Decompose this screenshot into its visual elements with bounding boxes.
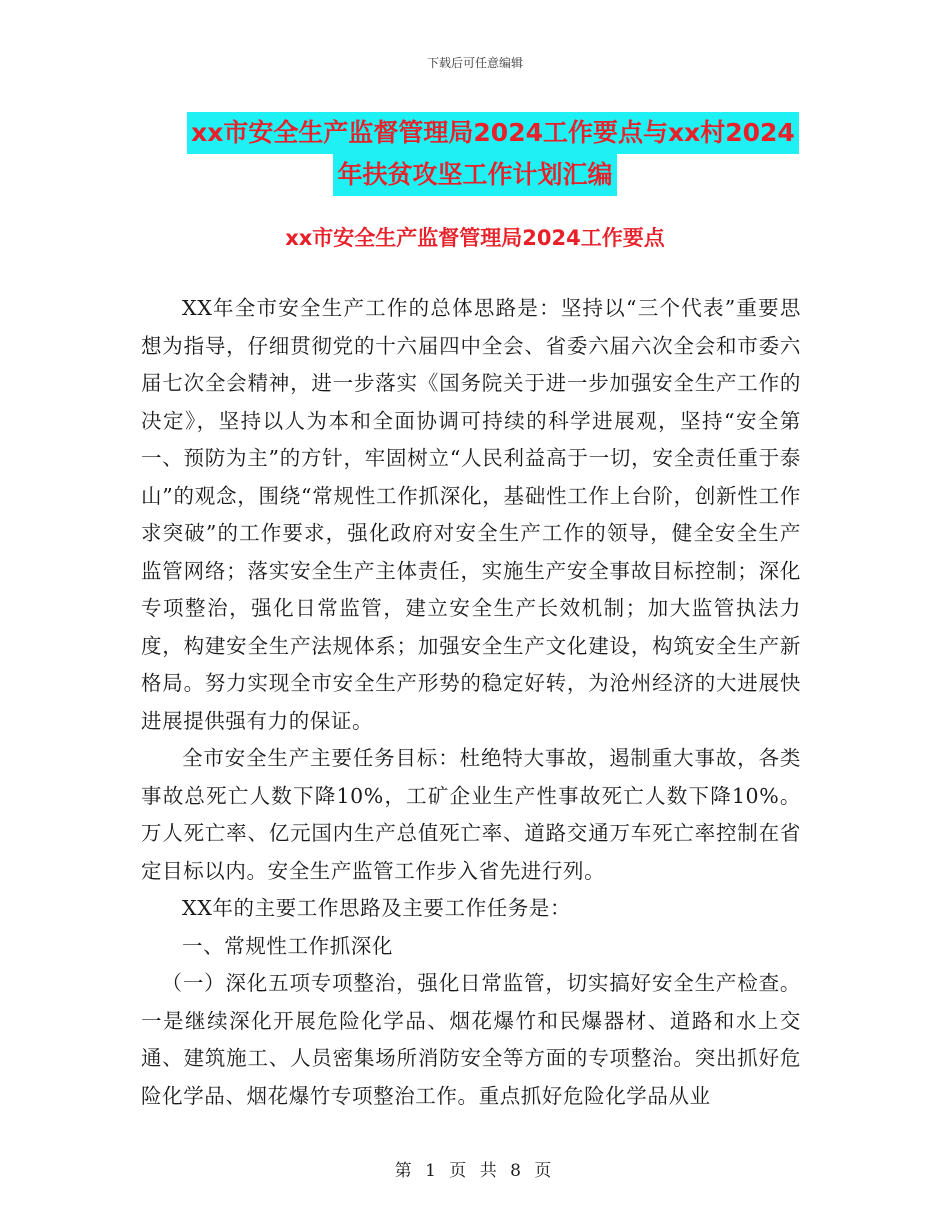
document-title bbox=[0, 112, 950, 196]
paragraph-heading: 一、常规性工作抓深化 bbox=[182, 933, 393, 958]
paragraph: 全市安全生产主要任务目标：杜绝特大事故，遏制重大事故，各类事故总死亡人数下降10%，工矿企业生产性事故死亡人数下降10%。万人死亡率、亿元国内生产总值死亡率、道路交通万车死亡率控制在省定目标以内。安全生产监管工作步入省先进行列。 bbox=[141, 746, 801, 883]
document-title-line-2: 年扶贫攻坚工作计划汇编 bbox=[333, 154, 616, 196]
document-body bbox=[141, 290, 801, 1115]
section-title: xx市安全生产监督管理局2024工作要点 bbox=[285, 226, 665, 250]
page-header-note: 下载后可任意编辑 bbox=[426, 56, 523, 70]
paragraph: XX年全市安全生产工作的总体思路是：坚持以“三个代表”重要思想为指导，仔细贯彻党的十六届四中全会、省委六届六次全会和市委六届七次全会精神，进一步落实《国务院关于进一步加强安全生产工作的决定》，坚持以人为本和全面协调可持续的科学进展观，坚持“安全第一、预防为主”的方针，牢固树立“人民利益高于一切，安全责任重于泰山”的观念，围绕“常规性工作抓深化，基础性工作上台阶，创新性工作求突破”的工作要求，强化政府对安全生产工作的领导，健全安全生产监管网络；落实安全生产主体责任，实施生产安全事故目标控制；深化专项整治，强化日常监管，建立安全生产长效机制；加大监管执法力度，构建安全生产法规体系；加强安全生产文化建设，构筑安全生产新格局。努力实现全市安全生产形势的稳定好转，为沧州经济的大进展快进展提供强有力的保证。 bbox=[141, 296, 801, 733]
paragraph: （一）深化五项专项整治，强化日常监管，切实搞好安全生产检查。一是继续深化开展危险化学品、烟花爆竹和民爆器材、道路和水上交通、建筑施工、人员密集场所消防安全等方面的专项整治。突出抓好危险化学品、烟花爆竹专项整治工作。重点抓好危险化学品从业 bbox=[141, 971, 801, 1108]
document-title-line-1: xx市安全生产监督管理局2024工作要点与xx村2024 bbox=[187, 112, 799, 154]
page-number: 第 1 页 共 8 页 bbox=[394, 1161, 556, 1181]
paragraph: XX年的主要工作思路及主要工作任务是： bbox=[182, 896, 572, 920]
